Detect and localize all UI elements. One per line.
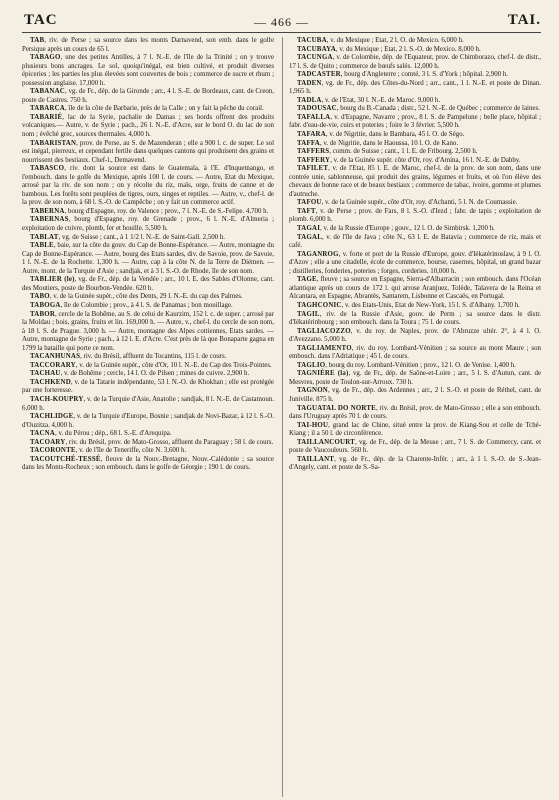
entry-text: , v. de la Guinée supér. côte d'Or, roy. d'Amina, 16 l. N.-E. de Dabby. xyxy=(330,156,521,164)
entry-text: , riv. de la Russie d'Asie, gouv. de Perm ; sa source dans le distr. d'Iékatérinbourg ; son embouch. dans la Toura ; 75 l. de cours. xyxy=(289,310,541,327)
dictionary-entry xyxy=(22,234,274,243)
dictionary-entry xyxy=(289,114,541,131)
entry-headword: TAFT xyxy=(297,207,316,215)
dictionary-entry xyxy=(289,71,541,80)
dictionary-entry xyxy=(289,97,541,106)
dictionary-entry xyxy=(289,140,541,149)
dictionary-entry xyxy=(289,157,541,166)
entry-text: , fleuve ; sa source en Espagne, Sierra-d'Albarracin ; son embouch. dans l'Océan atlantique après un cours de 172 l. qui arrose Aranjuez, Tolède, Talavera de la Reina et Alcantara, en Espagne, Abrantès, Santarem, Lisbonne et Cascaës, en Portugal. xyxy=(289,276,541,301)
entry-headword: TACORONTE xyxy=(30,447,76,455)
entry-text: , vg. de Fr., dép. de la Vendée ; arr., 10 l. E. des Sables d'Olonne, cant. des Moutiers, poste de Bourbon-Vendée. 620 h. xyxy=(22,276,274,292)
entry-text: , v. de la Russie d'Europe ; gouv., 12 l. O. de Simbirsk. 1,200 h. xyxy=(320,225,495,233)
entry-headword: TABLIER (le) xyxy=(30,276,75,284)
entry-headword: TAGIL xyxy=(297,310,320,318)
dictionary-entry xyxy=(289,456,541,473)
entry-headword: TABARCA xyxy=(30,105,65,113)
entry-text: , v. de Colombie, dép. de l'Equateur, prov. de Chimborazo, chef-l. de distr., 17 l. S. de Quito ; commerce de bœufs salés. 12,000 h. xyxy=(289,54,541,70)
entry-headword: TAFFERY xyxy=(297,156,331,164)
dictionary-entry xyxy=(22,216,274,233)
dictionary-entry xyxy=(289,276,541,302)
entry-headword: TACH-KOUPRY xyxy=(30,395,84,403)
dictionary-entry xyxy=(22,302,274,311)
entry-headword: TAFALLA xyxy=(297,113,331,121)
entry-headword: TACUNGA xyxy=(297,54,333,62)
dictionary-entry xyxy=(22,456,274,473)
entry-headword: TAFFERS xyxy=(297,148,330,156)
dictionary-entry xyxy=(22,353,274,362)
entry-text: , v. de la Turquie d'Asie, Anatolie ; sandjak, 8 l. N.-E. de Castamoun. 6,000 h. xyxy=(22,395,274,412)
entry-text: , riv. du Brésil, affluent du Tocantins, 115 l. de cours. xyxy=(80,353,227,361)
entry-headword: TAI-HOU xyxy=(297,421,329,429)
dictionary-entry xyxy=(22,276,274,293)
dictionary-entry xyxy=(289,131,541,140)
entry-text: , lac de la Syrie, pachalie de Damas ; ses bords offrent des produits volcaniques.— Autre, v. de Syrie ; pach., 26 l. N.-E. d'Acre, sur le bord O. du lac de son nom ; évêché grec, sources thermales. 4,000 h. xyxy=(22,113,274,139)
page-header xyxy=(22,6,541,33)
dictionary-entry xyxy=(289,251,541,277)
entry-headword: TAGUATAL DO NORTE xyxy=(297,404,376,412)
entry-headword: TABLE xyxy=(30,242,54,250)
entry-text: , vg. de Fr., dép. des Côtes-du-Nord ; arr., cant., 1 l. N.-E. et poste de Dinan. 1,965 h. xyxy=(289,79,541,96)
entry-text: , v. de la Guinée supér., côte d'Or, 10 l. N.-E. du Cap des Trois-Pointes. xyxy=(75,361,272,369)
dictionary-entry xyxy=(289,208,541,225)
entry-headword: TABAGO xyxy=(30,54,61,62)
entry-headword: TAILLANCOURT xyxy=(297,438,355,446)
entry-text: , bourg du roy. Lombard-Vénitien ; prov., 12 l. O. de Venise. 1,400 h. xyxy=(325,361,516,369)
entry-text: , v. du Mexique ; Etat, 2 l. S.-O. de Mexico. 8,000 h. xyxy=(335,45,481,53)
entry-text: , v. des Etats-Unis, Etat de New-York, 15 l. S. d'Albany. 1,700 h. xyxy=(341,301,520,309)
running-head-right: TAI. xyxy=(507,12,541,28)
text-columns xyxy=(22,37,541,797)
entry-headword: TACHKEND xyxy=(30,378,71,386)
entry-headword: TAGLIO xyxy=(297,361,326,369)
entry-text: , v. de l'île de Teneriffe, côte N. 3,600 h. xyxy=(75,447,187,455)
dictionary-entry xyxy=(289,165,541,199)
dictionary-entry xyxy=(22,165,274,208)
dictionary-entry xyxy=(289,234,541,251)
entry-text: , v. de l'île de Java ; côte N., 63 l. E. de Batavia ; commerce de riz, mais et café. xyxy=(289,233,541,250)
entry-text: , v. de Nigritie, dans le Haoussa, 10 l. O. de Kano. xyxy=(319,139,459,147)
entry-text: , une des petites Antilles, à 7 l. N.-E. de l'île de la Trinité ; on y trouve plusieurs bons ancrages. Le sol, quoiqu'inégal, est bien cultivé, et produit diverses épiceries ; les parties les plus élevées sont couvertes de bois ; commerce de sucre et rhum ; possession anglaise. 17,000 h. xyxy=(22,54,274,87)
entry-text: , baie, sur la côte du gouv. du Cap de Bonne-Espérance. — Autre, montagne du Cap de Bonne-Espérance. — Autre, bourg des Etats sardes, div. de Savoie, prov. de Savoie, 1 l. N.-E. de la Rochette. 1,300 h. — Autre, cap à la côte N. de la Terre de Diémen. — Autre, mont. de la Turquie d'Asie ; sandjak, et à 3 l. S.-O. de Rhode, île de son nom. xyxy=(22,242,274,275)
entry-headword: TABOGA xyxy=(30,301,61,309)
dictionary-entry xyxy=(22,311,274,354)
entry-headword: TAGAL xyxy=(297,233,322,241)
entry-headword: TACUBA xyxy=(297,37,327,44)
entry-text: , bourg d'Espagne, roy. de Grenade ; prov., 6 l. N.-E. d'Almeria ; exploitation de cuivre, plomb, fer et houille. 5,500 h. xyxy=(22,216,274,233)
entry-headword: TABO xyxy=(30,293,50,301)
page-number: — 466 — xyxy=(254,15,309,29)
entry-text: , bourg d'Angleterre ; comté, 3 l. S. d'York ; hôpital. 2,900 h. xyxy=(340,71,509,79)
entry-text: , riv. de Perse ; sa source dans les monts Darnavend, son emb. dans le golfe Persique après un cours de 65 l. xyxy=(22,37,274,53)
entry-text: , riv. dont la source est dans le Guatemala, à l'E. d'Inquetnango, et l'embouch. dans le golfe du Mexique, après 100 l. de cours. — Autre, Etat du Mexique, arrosé par la riv. de son nom ; on y récolte du riz, maïs, orge, fruits de canne et de bambous. Les forêts sont peuplées de tigres, ours, singes et reptiles. — Autre, v., chef-l. de la prov. de son nom, à 68 l. S.-O. de Campêche ; on y fait un commerce actif. xyxy=(22,165,274,207)
entry-headword: TACNA xyxy=(30,430,55,438)
entry-text: , v. de la Guinée supér., côte d'Or, roy. d'Achanti, 5 l. N. de Coumassie. xyxy=(321,199,518,207)
entry-headword: TACANHUNAS xyxy=(30,353,81,361)
entry-headword: TADCASTER xyxy=(297,71,341,79)
entry-headword: TABASCO xyxy=(30,165,65,173)
dictionary-entry xyxy=(22,88,274,105)
entry-headword: TABERNA xyxy=(30,207,65,215)
dictionary-entry xyxy=(22,362,274,371)
dictionary-entry xyxy=(22,379,274,396)
entry-text: , v. du Pérou ; dép., 68 l. S.-E. d'Arequipa. xyxy=(55,430,172,438)
dictionary-entry xyxy=(289,46,541,55)
entry-headword: TABARISTAN xyxy=(30,139,77,147)
entry-text: , vg. de Fr., dép. de la Charente-Infér. ; arr., à 1 l. S.-O. de S.-Jean-d'Angely, cant. et poste de S.-Sa- xyxy=(289,455,541,472)
entry-text: , v. de l'Etat, 30 l. N.-E. de Maroc. 9,000 h. xyxy=(321,96,441,104)
dictionary-entry xyxy=(289,148,541,157)
dictionary-entry xyxy=(22,105,274,114)
entry-text: , v. de la Tatarie indépendante, 53 l. N.-O. de Khokhan ; elle est protégée par une forteresse. xyxy=(22,378,274,395)
dictionary-entry xyxy=(289,387,541,404)
entry-headword: TABARIÉ xyxy=(30,113,63,121)
dictionary-entry xyxy=(22,430,274,439)
entry-text: , v. d'Espagne, Navarre ; prov., 8 l. S. de Pampelune ; belle place, hôpital ; fabr. d'eau-de-vie, cuirs et poteries ; foire le 3 février. 5,500 h. xyxy=(289,113,541,130)
entry-headword: TAFFA xyxy=(297,139,320,147)
entry-text: , vg. de Fr., dép. de la Gironde ; arr., 4 l. S.-E. de Bordeaux, cant. de Creon, poste de Castres. 750 h. xyxy=(22,88,274,104)
dictionary-entry xyxy=(22,439,274,448)
entry-headword: TAGNIÈRE (la) xyxy=(297,370,349,378)
entry-text: , riv. du Brésil, prov. de Mato-Grosso ; elle a son embouch. dans l'Uruguay après 70 l. de cours. xyxy=(289,404,541,421)
entry-text: , vg. de Fr., dép. de la Meuse ; arr., 7 l. S. de Commercy, cant. et poste de Vaucouleurs. 560 h. xyxy=(289,438,541,455)
entry-headword: TAGLIAMENTO xyxy=(297,344,352,352)
entry-text: , bourg du B.-Canada ; distr., 52 l. N.-E. de Québec ; commerce de laines. xyxy=(336,105,540,113)
entry-text: , vg. de Fr., dép. de Saône-et-Loire ; arr., 5 l. S. d'Autun, cant. de Mesvres, poste de Toulon-sur-Arroux. 730 h. xyxy=(289,370,541,386)
entry-text: , comm. de Suisse ; cant., 1 l. E. de Fribourg. 2,500 h. xyxy=(329,148,478,156)
right-column xyxy=(282,37,541,797)
entry-headword: TABOR xyxy=(30,310,55,318)
dictionary-entry xyxy=(289,199,541,208)
entry-headword: TAB xyxy=(30,37,45,44)
entry-text: , prov. de Perse, au S. de Mazenderan ; elle a 900 l. c. de super. Le sol est inégal, pierreux, et cependant fertile dans quelques cantons qui produisent des grains et nourrissent des bestiaux. Chef-l., Demavend. xyxy=(22,139,274,164)
entry-text: , v. du roy. de Naples, prov. de l'Abruzze ultér. 2°, à 4 l. O. d'Avezzano. 5,000 h. xyxy=(289,327,541,344)
entry-text: , v. du Mexique ; Etat, 2 l. O. de Mexico. 6,000 h. xyxy=(326,37,464,44)
entry-text: , v. de la Turquie d'Europe, Bosnie ; sandjak de Novi-Bazar, à 12 l. S.-O. d'Ouzitza. 4,000 h. xyxy=(22,413,274,429)
entry-headword: TACCORARY xyxy=(30,361,76,369)
entry-headword: TACOUTCHÉ-TESSÉ xyxy=(30,455,101,463)
entry-text: , île de la côte de Barbarie, près de la Calle ; on y fait la pêche du corail. xyxy=(64,105,264,113)
entry-headword: TAGE xyxy=(297,276,317,284)
dictionary-entry xyxy=(22,413,274,430)
dictionary-entry xyxy=(289,37,541,46)
entry-headword: TACHLIDGE xyxy=(30,413,74,421)
entry-headword: TAGNON xyxy=(297,387,328,395)
entry-headword: TAGAI xyxy=(297,225,321,233)
dictionary-entry xyxy=(22,242,274,276)
entry-text: , v. de la Guinée supér., côte des Dents, 29 l. N.-E. du cap des Palmes. xyxy=(49,293,243,301)
entry-headword: TABANAC xyxy=(30,88,65,96)
entry-text: , bourg d'Espagne, roy. de Valence ; prov., 7 l. N.-E. de S.-Felipe. 4,700 h. xyxy=(64,207,269,215)
dictionary-entry xyxy=(289,422,541,439)
entry-text: , v. de Perse ; prov. de Fars, 8 l. S.-O. d'Iezd ; fabr. de tapis ; exploitation de plomb. 6,000 h. xyxy=(289,207,541,224)
entry-text: , cercle de la Bohême, au S. de celui de Kaurzim, 152 l. c. de super. ; arrosé par la Moldau ; bois, grains, fruits et lin. 169,000 h. — Autre, v., chef-l. du cercle de son nom, à 18 l. S. de Prague. 3,000 h. — Autre, montagne des Alpes cottiennes, Etats sardes. — Autre, montagne de Syrie ; pach., à 12 l. E. d'Acre. C'est près de là que Bonaparte gagna en 1799 la bataille qui porte ce nom. xyxy=(22,310,274,352)
entry-text: , v. de l'Etat, 85 l. E. de Maroc, chef-l. de la prov. de son nom, dans une contrée unie, sablonneuse, qui produit des grains, légumes et fruits, et où l'on élève des chevaux de bonne race et de beaux bestiaux ; commerce de tabac, ivoire, gomme et plumes d'autruche. xyxy=(289,165,541,198)
entry-headword: TAGHCONIC xyxy=(297,301,342,309)
entry-headword: TAFOU xyxy=(297,199,322,207)
dictionary-entry xyxy=(22,370,274,379)
dictionary-entry xyxy=(22,396,274,413)
dictionary-entry xyxy=(289,328,541,345)
dictionary-entry xyxy=(289,302,541,311)
dictionary-entry xyxy=(22,140,274,166)
entry-text: , île de Colombie ; prov., à 4 l. S. de Panamas ; bon mouillage. xyxy=(60,301,233,309)
entry-text: , vg. de Fr., dép. des Ardennes ; arr., 2 l. S.-O. et poste de Réthel, cant. de Juniville. 875 h. xyxy=(289,387,541,403)
dictionary-entry xyxy=(289,439,541,456)
entry-headword: TAGLIACOZZO xyxy=(297,327,351,335)
entry-headword: TACUBAYA xyxy=(297,45,336,53)
entry-headword: TACHAU xyxy=(30,370,61,378)
dictionary-entry xyxy=(289,225,541,234)
entry-headword: TADOUSAC xyxy=(297,105,337,113)
dictionary-entry xyxy=(289,345,541,362)
dictionary-entry xyxy=(289,54,541,71)
entry-headword: TAFILET xyxy=(297,165,329,173)
dictionary-entry xyxy=(22,114,274,140)
dictionary-entry xyxy=(22,208,274,217)
dictionary-entry xyxy=(289,311,541,328)
dictionary-entry xyxy=(289,370,541,387)
dictionary-entry xyxy=(22,54,274,88)
entry-text: , fleuve de la Nouv.-Bretagne, Nouv.-Calédonie ; sa source dans les Monts-Rocheux ; son embouch. dans le golfe de Géorgie ; 190 l. de cours. xyxy=(22,455,274,472)
running-head-left: TAC xyxy=(24,12,58,28)
entry-text: , riv. du Brésil, prov. de Mato-Grosso, affluent du Paraguay ; 58 l. de cours. xyxy=(65,438,274,446)
entry-text: , riv. du roy. Lombard-Vénitien ; sa source au mont Maure ; son embouch. dans l'Adriatique ; 45 l. de cours. xyxy=(289,344,541,361)
left-column xyxy=(22,37,274,797)
entry-text: , vg. de Suisse ; cant., à 1 1/2 l. N.-E. de Saint-Gall. 2,500 h. xyxy=(58,233,226,241)
entry-text: , v. de Nigritie, dans le Bambara, 45 l. O. de Ségo. xyxy=(325,131,465,139)
entry-text: , v. forte et port de la Russie d'Europe, gouv. d'Iékatérinoslaw, à 9 l. O. d'Azov ; elle a une citadelle, école de commerce, bourse, casernes, hôpital, un grand bazar ; distilleries, fonderies, poteries ; forges, corderies. 10,000 h. xyxy=(289,250,541,275)
entry-headword: TAFARA xyxy=(297,131,326,139)
entry-headword: TAILLANT xyxy=(297,455,335,463)
dictionary-entry xyxy=(22,447,274,456)
dictionary-entry xyxy=(289,405,541,422)
entry-headword: TADLA xyxy=(297,96,322,104)
dictionary-entry xyxy=(22,37,274,54)
entry-headword: TABERNAS xyxy=(30,216,69,224)
entry-text: , v. de Bohême ; cercle, 14 l. O. de Pilsen ; mines de cuivre. 2,900 h. xyxy=(60,370,250,378)
dictionary-entry xyxy=(289,80,541,97)
entry-headword: TACOARY xyxy=(30,438,66,446)
dictionary-entry xyxy=(289,105,541,114)
entry-headword: TAGANROG xyxy=(297,250,339,258)
dictionary-entry xyxy=(22,293,274,302)
entry-headword: TABLAT xyxy=(30,233,59,241)
entry-text: , grand lac de Chine, situé entre la prov. de Kiang-Sou et celle de Tché-Kiang ; il a 50 l. de circonférence. xyxy=(289,421,541,438)
entry-headword: TADEN xyxy=(297,79,322,87)
